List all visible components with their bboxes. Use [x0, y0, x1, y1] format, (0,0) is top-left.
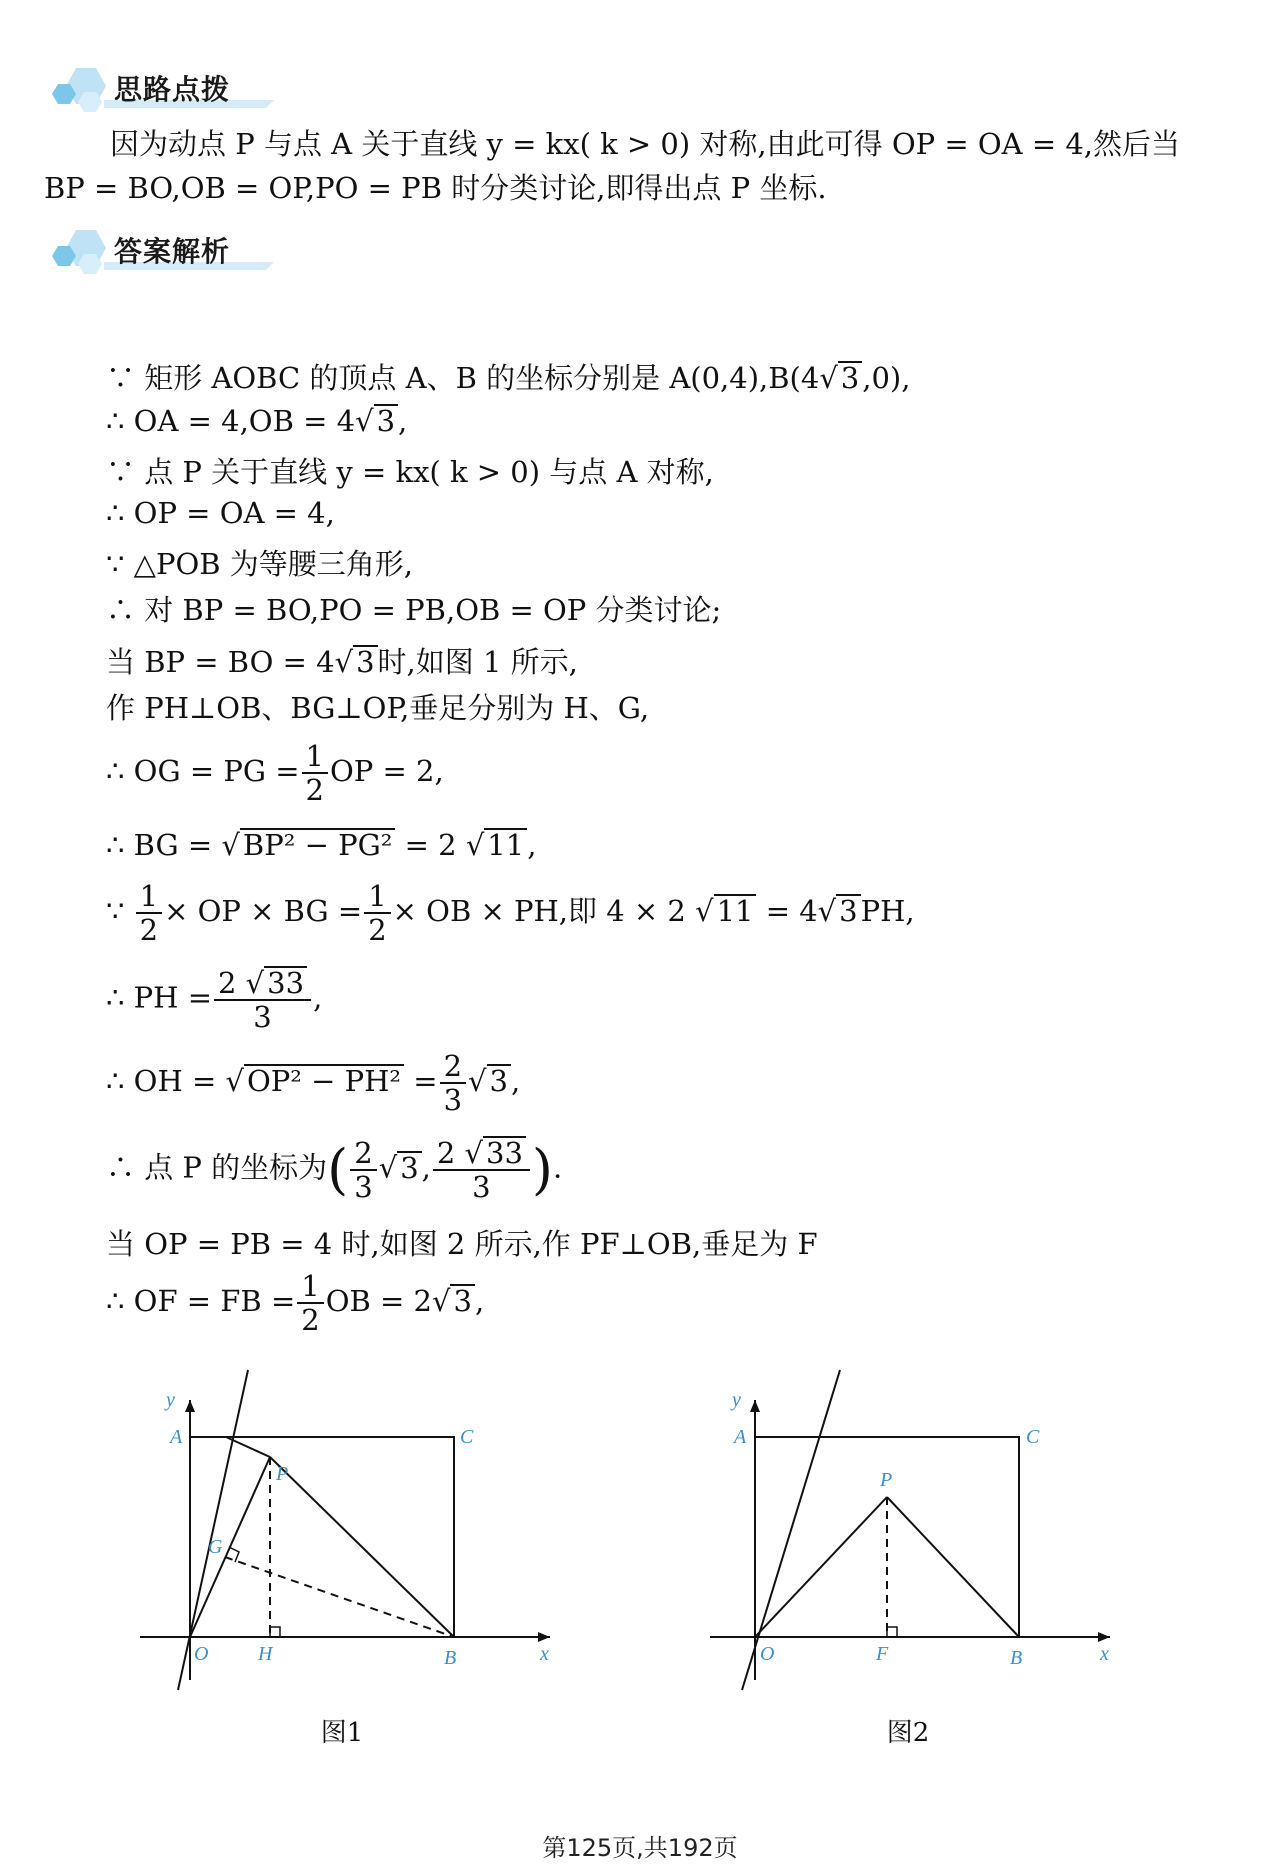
sqrt-symbol: √ [355, 404, 374, 438]
text: 时,如图 1 所示, [377, 645, 578, 679]
label-p: P [880, 1469, 893, 1491]
denominator: 2 [368, 913, 387, 947]
radicand: BP² − PG² [240, 828, 396, 860]
denominator: 2 [301, 1303, 320, 1337]
right-angle-f-icon [887, 1627, 897, 1637]
label-b: B [444, 1647, 457, 1669]
solution-line-13 [106, 1050, 520, 1116]
solution-line-8: 作 PH⊥OB、BG⊥OP,垂足分别为 H、G, [106, 691, 650, 725]
denominator: 2 [305, 773, 324, 807]
denominator: 3 [472, 1170, 491, 1204]
hint-line-2: BP = BO,OB = OP,PO = PB 时分类讨论,即得出点 P 坐标. [44, 171, 827, 205]
text: ∴ BG = [106, 828, 213, 862]
denominator: 3 [354, 1169, 373, 1204]
radicand: 11 [484, 828, 527, 860]
solution-line-2 [106, 404, 407, 438]
section-heading-answer [44, 224, 284, 280]
text: ∴ OG = PG = [106, 754, 300, 788]
rectangle-aobc [755, 1437, 1019, 1637]
text: = 4 [765, 894, 818, 928]
sqrt-symbol: √ [334, 645, 354, 679]
right-paren: ) [531, 1138, 553, 1201]
sqrt-symbol: √ [819, 361, 838, 395]
fraction [136, 880, 162, 946]
label-c: C [460, 1426, 474, 1448]
sqrt-symbol: √ [221, 828, 240, 862]
hint-title: 思路点拨 [114, 73, 231, 106]
label-f: F [876, 1643, 889, 1665]
radicand: 3 [353, 645, 377, 677]
text: . [553, 1150, 563, 1185]
solution-line-4: ∴ OP = OA = 4, [106, 496, 335, 530]
numerator: 1 [297, 1270, 323, 1304]
label-c: C [1026, 1426, 1040, 1448]
segment-pb [887, 1497, 1019, 1637]
line-y-kx [742, 1370, 840, 1690]
section-heading-hint [44, 62, 284, 118]
radicand: 3 [838, 361, 862, 393]
text: × OB × PH,即 4 × 2 [392, 894, 686, 928]
text: 当 BP = BO = 4 [106, 645, 335, 679]
text: , [398, 404, 408, 438]
fraction [214, 966, 311, 1033]
radicand: OP² − PH² [244, 1064, 404, 1096]
radicand: 33 [264, 966, 307, 998]
text: , [313, 980, 323, 1015]
page-footer: 第125页,共192页 [542, 1834, 738, 1862]
sqrt-symbol: √ [695, 894, 714, 928]
solution-line-11 [106, 880, 915, 946]
text: ∴ OA = 4,OB = 4 [106, 404, 356, 438]
numerator: 2 [350, 1137, 376, 1171]
label-b: B [1010, 1647, 1023, 1669]
radicand: 33 [483, 1136, 526, 1168]
hexagon-decoration-icon [44, 224, 124, 280]
hexagon-decoration-icon [44, 62, 124, 118]
solution-line-5: ∵ △POB 为等腰三角形, [106, 547, 414, 581]
solution-line-7 [106, 640, 578, 681]
label-y: y [732, 1389, 741, 1411]
text: , [527, 828, 537, 862]
text: 2 [218, 966, 237, 1000]
numerator [433, 1136, 530, 1171]
sqrt-symbol: √ [464, 1136, 484, 1170]
numerator: 1 [364, 880, 390, 914]
numerator [214, 966, 311, 1001]
sqrt-symbol: √ [465, 828, 485, 862]
hint-line-1: 因为动点 P 与点 A 关于直线 y = kx( k > 0) 对称,由此可得 OP = OA = 4,然后当 [110, 127, 1180, 161]
radicand: 3 [487, 1064, 511, 1096]
segment-op [755, 1497, 887, 1637]
rectangle-aobc [190, 1437, 454, 1637]
segment-pb [270, 1457, 454, 1637]
figure-2-caption: 图2 [886, 1718, 930, 1748]
text: OB = 2 [325, 1284, 432, 1318]
fraction [302, 740, 328, 806]
solution-line-12 [106, 966, 322, 1033]
figure-1-caption: 图1 [320, 1718, 364, 1748]
y-axis-arrow-icon [185, 1400, 195, 1412]
solution-line-14 [106, 1136, 562, 1203]
solution-line-9 [106, 740, 444, 806]
radicand: 11 [714, 894, 757, 926]
text: 2 [436, 1136, 456, 1170]
left-paren: ( [327, 1138, 349, 1201]
text: ∴ 点 P 的坐标为 [106, 1150, 328, 1185]
sqrt-symbol: √ [225, 1064, 244, 1098]
text: , [474, 1284, 485, 1318]
fraction [364, 880, 390, 946]
solution-line-10 [106, 828, 536, 862]
right-angle-h-icon [270, 1627, 280, 1637]
radicand: 3 [836, 894, 860, 926]
label-p: P [276, 1463, 289, 1485]
label-x: x [540, 1643, 549, 1665]
radicand: 3 [450, 1284, 474, 1316]
numerator: 2 [440, 1050, 466, 1084]
sqrt-symbol: √ [817, 894, 837, 928]
text: ∴ OH = [106, 1064, 217, 1098]
solution-line-3: ∵ 点 P 关于直线 y = kx( k > 0) 与点 A 对称, [106, 455, 714, 489]
denominator: 3 [253, 1000, 272, 1034]
denominator: 3 [443, 1083, 463, 1117]
label-y: y [166, 1389, 175, 1411]
x-axis-arrow-icon [1098, 1632, 1110, 1642]
text: PH, [860, 894, 915, 928]
sqrt-symbol: √ [378, 1150, 398, 1185]
text: ∴ OF = FB = [106, 1284, 296, 1318]
fraction [433, 1136, 530, 1203]
text: ∵ [106, 894, 125, 928]
numerator: 1 [302, 740, 328, 774]
solution-line-16 [106, 1270, 484, 1336]
text: ,0), [862, 361, 911, 395]
fraction [440, 1050, 466, 1116]
fraction [297, 1270, 323, 1336]
figure-1-diagram [130, 1360, 560, 1700]
label-o: O [194, 1643, 209, 1665]
sqrt-symbol: √ [245, 966, 265, 1000]
text: OP = 2, [330, 754, 444, 788]
denominator: 2 [139, 913, 159, 947]
solution-line-6: ∴ 对 BP = BO,PO = PB,OB = OP 分类讨论; [106, 593, 722, 627]
label-x: x [1100, 1643, 1109, 1665]
hint-paragraph [44, 122, 1236, 210]
solution-line-1 [106, 356, 910, 397]
text: ∴ PH = [106, 980, 212, 1015]
radicand: 3 [397, 1151, 421, 1183]
segment-bg [225, 1557, 454, 1637]
label-g: G [208, 1536, 223, 1558]
text: = 2 [404, 828, 457, 862]
text: = [413, 1064, 438, 1098]
radicand: 3 [374, 404, 398, 436]
answer-title: 答案解析 [114, 235, 231, 268]
segment-ap [226, 1437, 270, 1457]
sqrt-symbol: √ [432, 1284, 451, 1318]
label-h: H [258, 1643, 273, 1665]
text: × OP × BG = [164, 894, 363, 928]
figure-2-diagram [700, 1360, 1130, 1700]
label-o: O [760, 1643, 775, 1665]
label-a: A [170, 1426, 183, 1448]
text: , [510, 1064, 521, 1098]
numerator: 1 [136, 880, 162, 914]
label-a: A [734, 1426, 747, 1448]
fraction [350, 1137, 376, 1203]
solution-line-15: 当 OP = PB = 4 时,如图 2 所示,作 PF⊥OB,垂足为 F [106, 1227, 818, 1261]
y-axis-arrow-icon [750, 1400, 760, 1412]
x-axis-arrow-icon [538, 1632, 550, 1642]
text: , [421, 1150, 431, 1185]
sqrt-symbol: √ [468, 1064, 487, 1098]
text: ∵ 矩形 AOBC 的顶点 A、B 的坐标分别是 A(0,4),B(4 [106, 361, 820, 395]
